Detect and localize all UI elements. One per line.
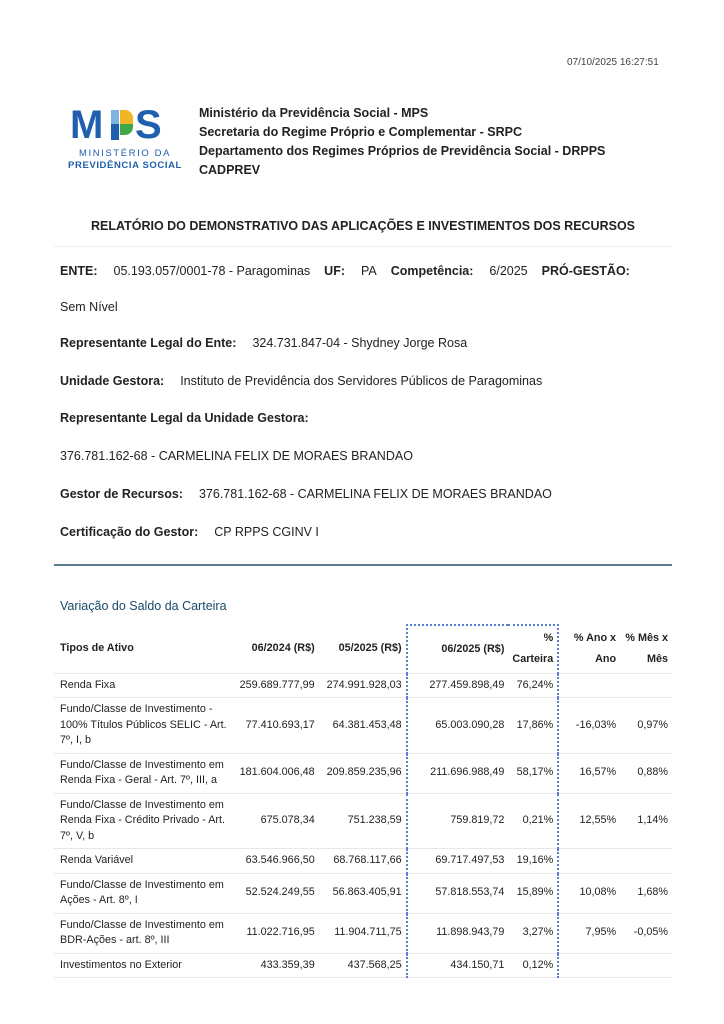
col-header-05-2025: 05/2025 (R$) — [319, 625, 407, 673]
header-line-cadprev: CADPREV — [199, 163, 261, 177]
mps-logo-mark: M S — [70, 103, 162, 147]
section-divider — [54, 564, 672, 566]
col-header-carteira: % Carteira — [508, 625, 558, 673]
gestor-recursos-label: Gestor de Recursos: — [60, 487, 183, 501]
rep-legal-ente-label: Representante Legal do Ente: — [60, 336, 237, 350]
header-line-secretaria: Secretaria do Regime Próprio e Complementar - SRPC — [199, 125, 523, 139]
table-row: Renda Fixa 259.689.777,99 274.991.928,03 277.459.898,49 76,24% — [54, 673, 672, 698]
col-header-06-2025: 06/2025 (R$) — [407, 625, 509, 673]
col-header-06-2024: 06/2024 (R$) — [231, 625, 319, 673]
title-divider — [54, 246, 672, 247]
unidade-gestora-value: Instituto de Previdência dos Servidores Públicos de Paragominas — [180, 374, 543, 388]
gestor-recursos-row — [60, 487, 552, 501]
header-line-ministerio: Ministério da Previdência Social - MPS — [199, 106, 429, 120]
header-line-departamento: Departamento dos Regimes Próprios de Previdência Social - DRPPS — [199, 144, 606, 158]
mps-logo — [66, 103, 184, 176]
table-row: Fundo/Classe de Investimento em Ações - Art. 8º, I 52.524.249,55 56.863.405,91 57.818.553,74 15,89% 10,08% 1,68% — [54, 873, 672, 913]
unidade-gestora-row — [60, 374, 542, 388]
rep-legal-ug-value: 376.781.162-68 - CARMELINA FELIX DE MORAES BRANDAO — [60, 449, 413, 463]
table-row: Renda Variável 63.546.966,50 68.768.117,66 69.717.497,53 19,16% — [54, 849, 672, 874]
unidade-gestora-label: Unidade Gestora: — [60, 374, 165, 388]
print-timestamp: 07/10/2025 16:27:51 — [567, 57, 659, 68]
ente-value: 05.193.057/0001-78 - Paragominas — [113, 264, 311, 278]
rep-legal-ente-value: 324.731.847-04 - Shydney Jorge Rosa — [252, 336, 468, 350]
logo-text-previdencia: PREVIDÊNCIA SOCIAL — [68, 160, 182, 171]
pro-gestao-label: PRÓ-GESTÃO: — [541, 264, 630, 278]
uf-label: UF: — [324, 264, 345, 278]
certificacao-value: CP RPPS CGINV I — [214, 525, 319, 539]
table-header-row — [54, 625, 672, 673]
rep-legal-ente-row — [60, 336, 467, 350]
logo-text-ministerio: MINISTÉRIO DA — [78, 148, 172, 159]
gestor-recursos-value: 376.781.162-68 - CARMELINA FELIX DE MORAES BRANDAO — [198, 487, 552, 501]
table-row: Fundo/Classe de Investimento em Renda Fixa - Crédito Privado - Art. 7º, V, b 675.078,34 751.238,59 759.819,72 0,21% 12,55% 1,14% — [54, 793, 672, 849]
table-row: Fundo/Classe de Investimento - 100% Títulos Públicos SELIC - Art. 7º, I, b 77.410.693,17 64.381.453,48 65.003.090,28 17,86% -16,03% 0,97% — [54, 698, 672, 754]
portfolio-variation-table — [54, 624, 672, 978]
section-title: Variação do Saldo da Carteira — [60, 599, 227, 613]
table-row: Fundo/Classe de Investimento em BDR-Ações - art. 8º, III 11.022.716,95 11.904.711,75 11.898.943,79 3,27% 7,95% -0,05% — [54, 913, 672, 953]
rep-legal-ug-label: Representante Legal da Unidade Gestora: — [60, 411, 309, 425]
col-header-mes: % Mês x Mês — [620, 625, 672, 673]
col-header-tipo: Tipos de Ativo — [54, 625, 231, 673]
col-header-ano: % Ano x Ano — [558, 625, 620, 673]
competencia-value: 6/2025 — [489, 264, 528, 278]
table-row: Fundo/Classe de Investimento em Renda Fixa - Geral - Art. 7º, III, a 181.604.006,48 209.859.235,96 211.696.988,49 58,17% 16,57% 0,88% — [54, 753, 672, 793]
institution-header — [199, 104, 605, 180]
uf-value: PA — [361, 264, 377, 278]
report-title: RELATÓRIO DO DEMONSTRATIVO DAS APLICAÇÕES E INVESTIMENTOS DOS RECURSOS — [90, 219, 636, 233]
competencia-label: Competência: — [390, 264, 474, 278]
certificacao-label: Certificação do Gestor: — [60, 525, 199, 539]
table-row: Investimentos no Exterior 433.359,39 437.568,25 434.150,71 0,12% — [54, 953, 672, 978]
ente-label: ENTE: — [60, 264, 98, 278]
ente-row — [60, 264, 630, 278]
pro-gestao-value: Sem Nível — [60, 300, 118, 314]
certificacao-row — [60, 525, 319, 539]
